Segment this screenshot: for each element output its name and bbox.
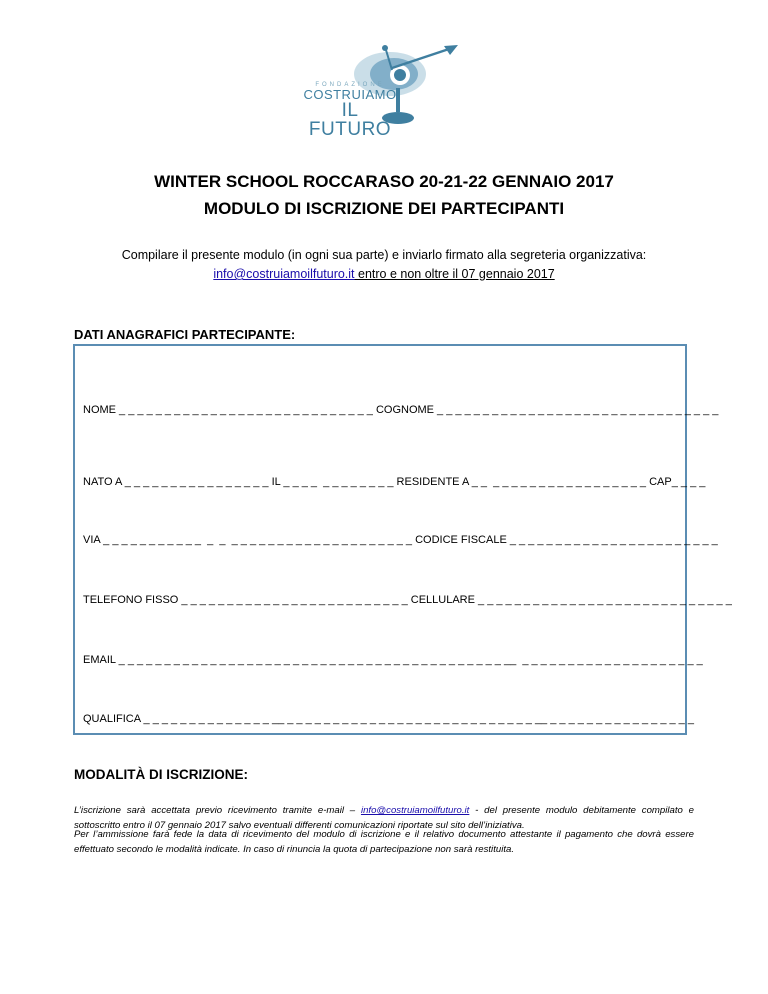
- page-subtitle: MODULO DI ISCRIZIONE DEI PARTECIPANTI: [203, 199, 565, 218]
- field-label-cellulare: CELLULARE: [410, 594, 475, 606]
- logo-line2: IL FUTURO: [308, 100, 392, 140]
- instructions-text: Compilare il presente modulo (in ogni sua parte) e inviarlo firmato alla segreteria organizzativa:: [121, 248, 647, 262]
- field-label-residente-a: RESIDENTE A: [396, 476, 469, 488]
- foundation-logo: [300, 38, 470, 138]
- field-row-email[interactable]: EMAIL _ _ _ _ _ _ _ _ _ _ _ _ _ _ _ _ _ _ _ _ _ _ _ _ _ _ _ _ _ _ _ _ _ _ _ _ _ _ _ _ _ _ __ _ _ _ _ _ _ _ _ _ _ _ _ _ _ _ _ _ _ _ _: [83, 654, 703, 666]
- paragraph-email-link[interactable]: info@costruiamoilfuturo.it: [360, 805, 470, 816]
- logo-small-text: FONDAZIONE: [315, 82, 385, 88]
- paragraph1-before: L’iscrizione sarà accettata previo ricevimento tramite e-mail –: [74, 805, 361, 816]
- field-row-qualifica[interactable]: QUALIFICA _ _ _ _ _ _ _ _ _ _ _ _ _ _ __ _ _ _ _ _ _ _ _ _ _ _ _ _ _ _ _ _ _ _ _ _ _ _ _ _ _ _ __ _ _ _ _ _ _ _ _ _ _ _ _ _ _ _ _: [83, 713, 694, 725]
- field-label-cap: CAP: [649, 476, 672, 488]
- field-label-codice-fiscale: CODICE FISCALE: [415, 534, 507, 546]
- field-row-birth[interactable]: NATO A _ _ _ _ _ _ _ _ _ _ _ _ _ _ _ _ IL _ _ _ _ _ _ _ _ _ _ _ _ RESIDENTE A _ _ _ _ _ _ _ _ _ _ _ _ _ _ _ _ _ _ _ CAP_ _ _ _: [83, 476, 706, 488]
- field-row-name[interactable]: NOME _ _ _ _ _ _ _ _ _ _ _ _ _ _ _ _ _ _ _ _ _ _ _ _ _ _ _ _ COGNOME _ _ _ _ _ _ _ _ _ _ _ _ _ _ _ _ _ _ _ _ _ _ _ _ _ _ _ _ _ _ _: [83, 404, 719, 416]
- field-label-nome: NOME: [83, 404, 116, 416]
- registration-paragraph-2: Per l’ammissione farà fede la data di ricevimento del modulo di iscrizione e il relativo documento attestante il pagamento che dovrà essere effettuato secondo le modalità indicate. In caso di rinuncia la quota di partecipazione non sarà restituita.: [74, 829, 694, 855]
- field-label-telefono-fisso: TELEFONO FISSO: [83, 594, 179, 606]
- page-title: WINTER SCHOOL ROCCARASO 20-21-22 GENNAIO 2017: [154, 172, 614, 191]
- field-label-il: IL: [271, 476, 281, 488]
- field-label-email: EMAIL: [83, 654, 116, 666]
- field-label-nato-a: NATO A: [83, 476, 122, 488]
- logo-line1: COSTRUIAMO: [303, 87, 397, 102]
- field-row-address[interactable]: VIA _ _ _ _ _ _ _ _ _ _ _ _ _ _ _ _ _ _ _ _ _ _ _ _ _ _ _ _ _ _ _ _ _ CODICE FISCALE _ _ _ _ _ _ _ _ _ _ _ _ _ _ _ _ _ _ _ _ _ _ _: [83, 534, 718, 546]
- personal-data-form: [73, 344, 732, 735]
- deadline-text: entro e non oltre il 07 gennaio 2017: [354, 267, 555, 281]
- contact-email-link[interactable]: info@costruiamoilfuturo.it: [213, 267, 355, 281]
- instructions-contact: [0, 267, 768, 281]
- field-label-cognome: COGNOME: [375, 404, 434, 416]
- section-heading-registration: MODALITÀ DI ISCRIZIONE:: [74, 767, 248, 782]
- paragraph1-after: - del presente modulo debitamente compilato e sottoscritto entro il 07 gennaio 2017 salvo eventuali differenti comunicazioni riportate sul sito dell’iniziativa.: [74, 805, 694, 831]
- section-heading-personal-data: DATI ANAGRAFICI PARTECIPANTE:: [74, 327, 296, 342]
- field-row-phone[interactable]: TELEFONO FISSO _ _ _ _ _ _ _ _ _ _ _ _ _ _ _ _ _ _ _ _ _ _ _ _ _ CELLULARE _ _ _ _ _ _ _ _ _ _ _ _ _ _ _ _ _ _ _ _ _ _ _ _ _ _ _ _: [83, 594, 732, 606]
- field-label-qualifica: QUALIFICA: [83, 713, 141, 725]
- field-label-via: VIA: [83, 534, 101, 546]
